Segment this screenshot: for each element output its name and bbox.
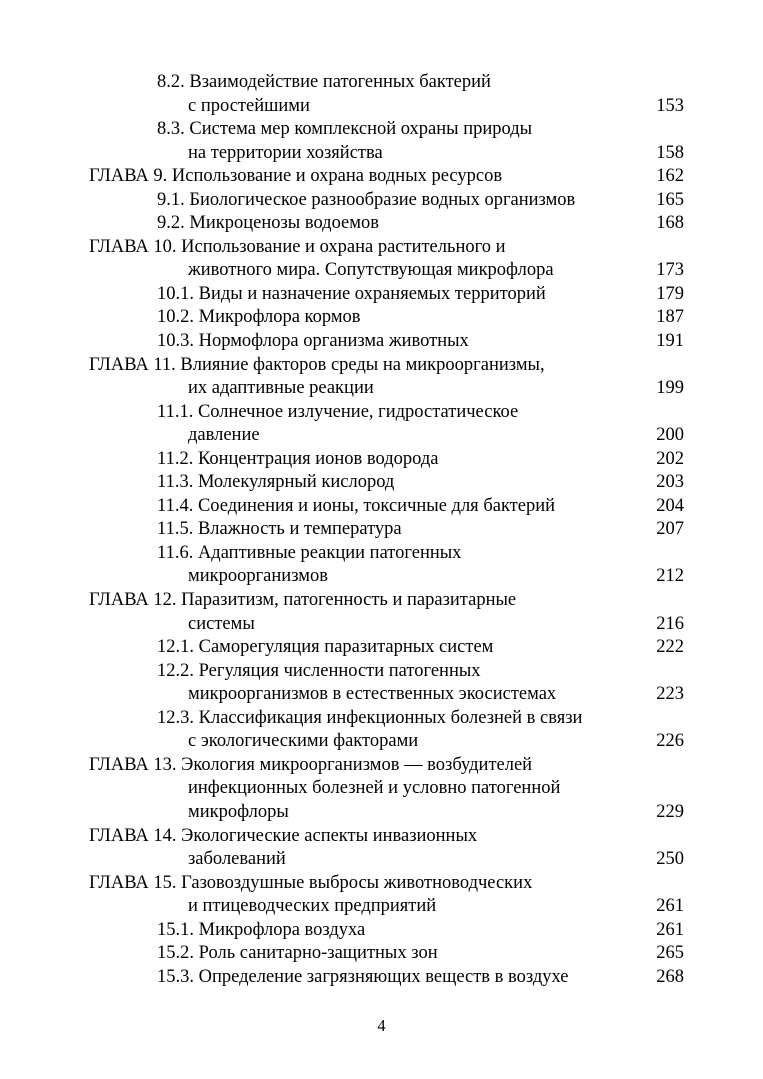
toc-entry-title: 10.1. Виды и назначение охраняемых территорий [157,283,546,304]
toc-page-number: 179 [656,283,684,304]
toc-entry-title: инфекционных болезней и условно патогенной [188,778,561,799]
toc-entry-title: 12.1. Саморегуляция паразитарных систем [157,637,494,658]
toc-entry-title: 12.2. Регуляция численности патогенных [157,660,481,681]
toc-line [0,636,763,660]
toc-line [0,471,763,495]
toc-section-entry [0,212,763,236]
toc-line [0,872,763,896]
toc-page-number: 226 [656,731,684,752]
toc-page-number: 173 [656,260,684,281]
toc-section-entry [0,707,763,754]
toc-entry-title: ГЛАВА 9. Использование и охрана водных ресурсов [89,166,503,187]
toc-page-number: 268 [656,966,684,987]
toc-entry-title: микрофлоры [188,801,289,822]
toc-entry-title: 8.2. Взаимодействие патогенных бактерий [157,72,491,92]
toc-section-entry [0,966,763,990]
toc-chapter-entry [0,825,763,872]
toc-section-entry [0,448,763,472]
toc-chapter-entry [0,165,763,189]
toc-entry-title: ГЛАВА 14. Экологические аспекты инвазионных [89,825,478,846]
toc-entry-title: 10.3. Нормофлора организма животных [157,331,469,352]
toc-page-number: 191 [656,331,684,352]
toc-line [0,801,763,825]
toc-entry-title: 11.4. Соединения и ионы, токсичные для бактерий [157,495,556,516]
toc-chapter-entry [0,354,763,401]
toc-entry-title: 9.1. Биологическое разнообразие водных организмов [157,189,576,210]
toc-section-entry [0,518,763,542]
toc-entry-title: системы [188,613,255,634]
table-of-contents [0,71,763,989]
toc-entry-title: микроорганизмов [188,566,328,587]
toc-line [0,895,763,919]
toc-page-number: 158 [656,142,684,163]
toc-section-entry [0,306,763,330]
toc-line [0,330,763,354]
toc-entry-title: давление [188,425,260,446]
toc-page-number: 207 [656,519,684,540]
toc-page-number: 165 [656,189,684,210]
toc-entry-title: ГЛАВА 15. Газовоздушные выбросы животноводческих [89,872,533,893]
toc-line [0,236,763,260]
toc-section-entry [0,636,763,660]
toc-line [0,212,763,236]
toc-entry-title: 11.5. Влажность и температура [157,519,402,540]
toc-entry-title: их адаптивные реакции [188,378,374,399]
toc-entry-title: микроорганизмов в естественных экосистемах [188,684,557,705]
toc-page-number: 261 [656,919,684,940]
toc-section-entry [0,542,763,589]
toc-line [0,71,763,95]
toc-section-entry [0,471,763,495]
toc-line [0,966,763,990]
toc-line [0,354,763,378]
toc-line [0,613,763,637]
toc-line [0,259,763,283]
toc-entry-title: ГЛАВА 11. Влияние факторов среды на микроорганизмы, [89,354,545,375]
toc-line [0,565,763,589]
toc-chapter-entry [0,872,763,919]
toc-page-number: 202 [656,448,684,469]
toc-entry-title: 10.2. Микрофлора кормов [157,307,361,328]
toc-line [0,189,763,213]
toc-entry-title: ГЛАВА 12. Паразитизм, патогенность и паразитарные [89,590,517,611]
toc-line [0,707,763,731]
toc-line [0,448,763,472]
toc-entry-title: с экологическими факторами [188,731,419,752]
toc-section-entry [0,919,763,943]
toc-line [0,495,763,519]
toc-entry-title: 15.2. Роль санитарно-защитных зон [157,943,438,964]
toc-page-number: 168 [656,213,684,234]
toc-page-number: 187 [656,307,684,328]
toc-entry-title: и птицеводческих предприятий [188,896,437,917]
toc-section-entry [0,330,763,354]
toc-page-number: 223 [656,684,684,705]
toc-page-number: 265 [656,943,684,964]
toc-entry-title: ГЛАВА 10. Использование и охрана растительного и [89,236,506,257]
toc-entry-title: заболеваний [188,849,286,870]
toc-line [0,942,763,966]
toc-line [0,283,763,307]
toc-chapter-entry [0,236,763,283]
toc-entry-title: с простейшими [188,95,310,116]
toc-entry-title: 15.3. Определение загрязняющих веществ в воздухе [157,966,569,987]
toc-line [0,165,763,189]
toc-entry-title: 11.1. Солнечное излучение, гидростатическое [157,401,519,422]
toc-line [0,730,763,754]
toc-entry-title: ГЛАВА 13. Экология микроорганизмов — возбудителей [89,754,533,775]
toc-section-entry [0,660,763,707]
toc-line [0,683,763,707]
toc-page-number: 222 [656,637,684,658]
toc-entry-title: 12.3. Классификация инфекционных болезней в связи [157,707,583,728]
toc-section-entry [0,189,763,213]
toc-line [0,589,763,613]
toc-entry-title: 11.2. Концентрация ионов водорода [157,448,439,469]
toc-page-number: 261 [656,896,684,917]
toc-section-entry [0,283,763,307]
toc-line [0,919,763,943]
toc-page-number: 199 [656,378,684,399]
toc-entry-title: 8.3. Система мер комплексной охраны природы [157,119,533,140]
toc-entry-title: на территории хозяйства [188,142,383,163]
toc-line [0,306,763,330]
toc-page-number: 200 [656,425,684,446]
toc-page-number: 203 [656,472,684,493]
toc-line [0,424,763,448]
toc-line [0,377,763,401]
toc-line [0,754,763,778]
toc-line [0,542,763,566]
toc-section-entry [0,118,763,165]
toc-line [0,518,763,542]
toc-page-number: 212 [656,566,684,587]
toc-chapter-entry [0,589,763,636]
toc-line [0,95,763,119]
toc-line [0,401,763,425]
toc-chapter-entry [0,754,763,825]
toc-section-entry [0,942,763,966]
toc-section-entry [0,71,763,118]
toc-line [0,777,763,801]
toc-line [0,825,763,849]
toc-page-number: 250 [656,849,684,870]
toc-page-number: 216 [656,613,684,634]
toc-entry-title: 15.1. Микрофлора воздуха [157,919,366,940]
toc-page-number: 153 [656,95,684,116]
toc-line [0,660,763,684]
page-number: 4 [377,1016,386,1035]
toc-entry-title: 11.6. Адаптивные реакции патогенных [157,542,462,563]
toc-entry-title: 9.2. Микроценозы водоемов [157,213,379,234]
toc-line [0,142,763,166]
toc-entry-title: животного мира. Сопутствующая микрофлора [188,260,554,281]
toc-line [0,848,763,872]
toc-entry-title: 11.3. Молекулярный кислород [157,472,395,493]
toc-line [0,118,763,142]
toc-section-entry [0,495,763,519]
toc-page-number: 229 [656,801,684,822]
toc-section-entry [0,401,763,448]
toc-page-number: 162 [656,166,684,187]
toc-page-number: 204 [656,495,684,516]
